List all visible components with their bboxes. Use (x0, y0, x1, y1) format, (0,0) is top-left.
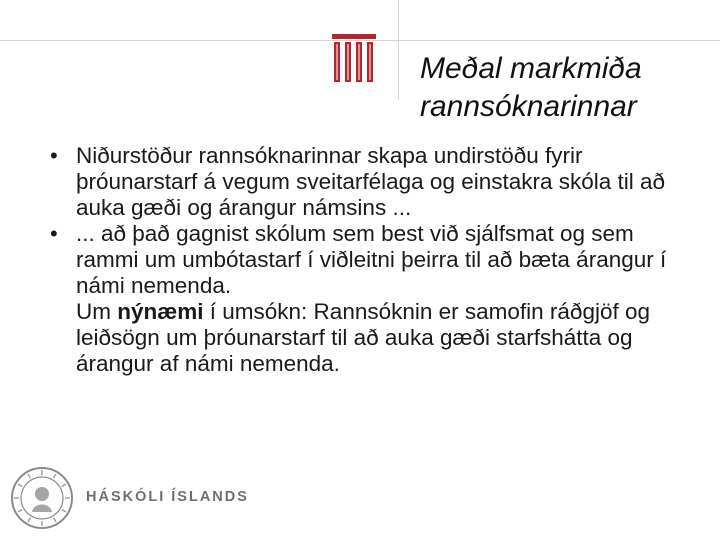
bullet-text: Niðurstöður rannsóknarinnar skapa undirstöðu fyrir þróunarstarf á vegum sveitarfélaga og einstakra skóla til að auka gæði og árangur námsins ... (76, 143, 666, 220)
continuation-paragraph (48, 299, 698, 377)
bullet-dot: • (50, 143, 58, 168)
bullet-dot: • (50, 221, 58, 246)
university-seal-icon (10, 466, 74, 530)
columns-emblem-icon (330, 18, 378, 84)
bullet-text: ... að það gagnist skólum sem best við sjálfsmat og sem rammi um umbótastarf í viðleitni þeirra til að bæta árangur í námi nemenda. (76, 221, 667, 298)
slide-body (48, 143, 698, 377)
bullet-item (48, 221, 698, 299)
bullet-item (48, 143, 698, 221)
header-divider (398, 0, 399, 100)
continuation-prefix: Um (76, 299, 118, 324)
continuation-text: í umsókn: Rannsóknin er samofin ráðgjöf og leiðsögn um þróunarstarf til að auka gæði starfshátta og árangur af námi nemenda. (76, 299, 650, 376)
slide-title (420, 50, 710, 126)
title-line-2: rannsóknarinnar (420, 90, 637, 123)
title-line-1: Meðal markmiða (420, 52, 642, 85)
university-name: HÁSKÓLI ÍSLANDS (86, 489, 249, 505)
emphasis-word: nýnæmi (117, 299, 204, 324)
